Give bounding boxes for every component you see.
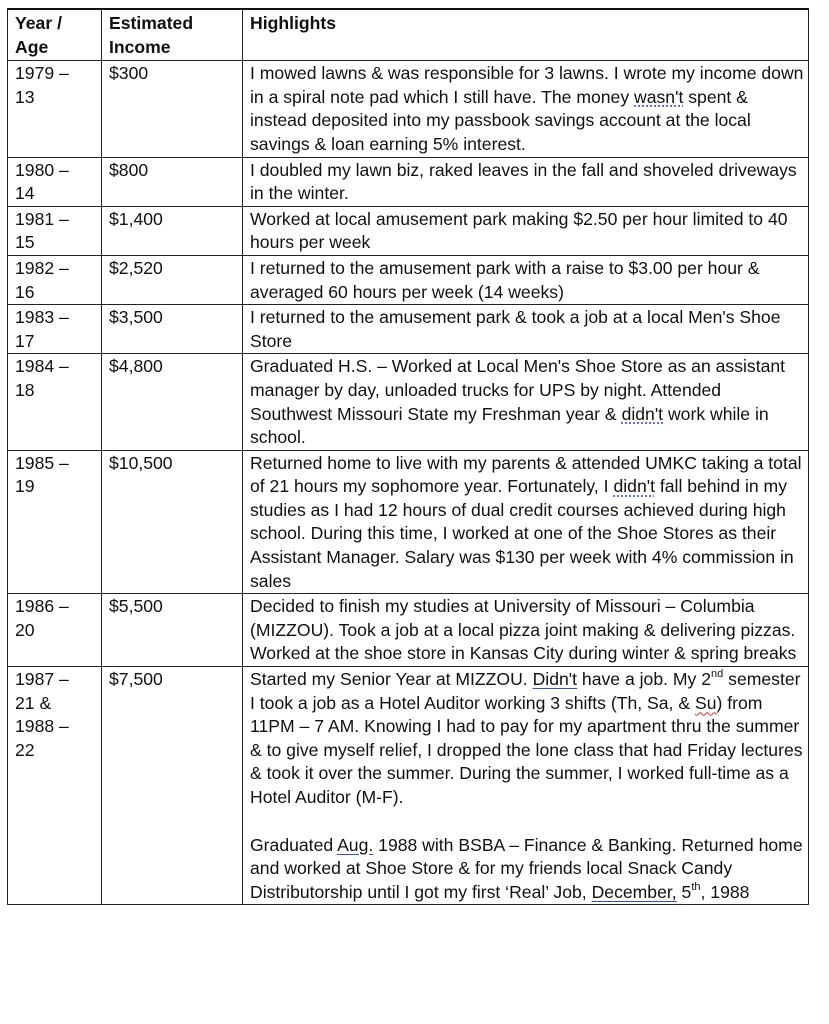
highlights-cell: Decided to finish my studies at University of Missouri – Columbia (MIZZOU). Took a job at a local pizza joint making & delivering pizzas. Worked at the shoe store in Kansas City during winter & spring breaks	[243, 594, 809, 667]
highlights-cell: Started my Senior Year at MIZZOU. Didn't have a job. My 2nd semester I took a job as a Hotel Auditor working 3 shifts (Th, Sa, & Su) from 11PM – 7 AM. Knowing I had to pay for my apartment thru the summer & to give myself relief, I dropped the lone class that had Friday lectures & took it over the summer. During the summer, I worked full-time as a Hotel Auditor (M-F). Graduated Aug. 1988 with BSBA – Finance & Banking. Returned home and worked at Shoe Store & for my friends local Snack Candy Distributorship until I got my first ‘Real’ Job, December, 5th, 1988	[243, 667, 809, 905]
year-age-cell: 1980 – 14	[8, 157, 102, 206]
paragraph-gap	[250, 810, 808, 834]
header-year-age: Year / Age	[8, 9, 102, 61]
table-row	[8, 61, 809, 157]
table-row	[8, 255, 809, 304]
income-history-table	[7, 8, 809, 905]
table-row	[8, 206, 809, 255]
income-cell: $4,800	[102, 354, 243, 450]
highlights-cell: Returned home to live with my parents & attended UMKC taking a total of 21 hours my sophomore year. Fortunately, I didn't fall behind in my studies as I had 12 hours of dual credit courses achieved during high school. During this time, I worked at one of the Shoe Stores as their Assistant Manager. Salary was $130 per week with 4% commission in sales	[243, 450, 809, 594]
highlights-cell: Worked at local amusement park making $2.50 per hour limited to 40 hours per week	[243, 206, 809, 255]
year-age-cell: 1979 – 13	[8, 61, 102, 157]
highlights-cell: I returned to the amusement park with a raise to $3.00 per hour & averaged 60 hours per week (14 weeks)	[243, 255, 809, 304]
spellcheck-word: Su	[694, 692, 717, 713]
highlights-cell: I returned to the amusement park & took a job at a local Men's Shoe Store	[243, 305, 809, 354]
table-header-row	[8, 9, 809, 61]
table-row	[8, 157, 809, 206]
table-row	[8, 450, 809, 594]
income-cell: $800	[102, 157, 243, 206]
header-estimated-income: Estimated Income	[102, 9, 243, 61]
income-cell: $5,500	[102, 594, 243, 667]
year-age-cell: 1982 – 16	[8, 255, 102, 304]
highlights-cell: I mowed lawns & was responsible for 3 lawns. I wrote my income down in a spiral note pad which I still have. The money wasn't spent & instead deposited into my passbook savings account at the local savings & loan earning 5% interest.	[243, 61, 809, 157]
grammar-word: December,	[591, 881, 677, 902]
year-age-cell: 1984 – 18	[8, 354, 102, 450]
table-row	[8, 594, 809, 667]
income-cell: $10,500	[102, 450, 243, 594]
table-row	[8, 354, 809, 450]
table-row	[8, 667, 809, 905]
income-cell: $3,500	[102, 305, 243, 354]
spellcheck-word: wasn't	[634, 86, 684, 107]
grammar-word: Aug.	[337, 834, 374, 855]
year-age-cell: 1986 – 20	[8, 594, 102, 667]
table-row	[8, 305, 809, 354]
year-age-cell: 1981 – 15	[8, 206, 102, 255]
spellcheck-word: didn't	[621, 403, 664, 424]
income-cell: $2,520	[102, 255, 243, 304]
spellcheck-word: didn't	[613, 476, 655, 497]
highlights-cell: I doubled my lawn biz, raked leaves in the fall and shoveled driveways in the winter.	[243, 157, 809, 206]
income-cell: $300	[102, 61, 243, 157]
year-age-cell: 1987 – 21 & 1988 – 22	[8, 667, 102, 905]
highlights-cell: Graduated H.S. – Worked at Local Men's Shoe Store as an assistant manager by day, unloaded trucks for UPS by night. Attended Southwest Missouri State my Freshman year & didn't work while in school.	[243, 354, 809, 450]
income-cell: $1,400	[102, 206, 243, 255]
year-age-cell: 1983 – 17	[8, 305, 102, 354]
year-age-cell: 1985 – 19	[8, 450, 102, 594]
income-cell: $7,500	[102, 667, 243, 905]
header-highlights: Highlights	[243, 9, 809, 61]
grammar-word: Didn't	[532, 669, 578, 690]
